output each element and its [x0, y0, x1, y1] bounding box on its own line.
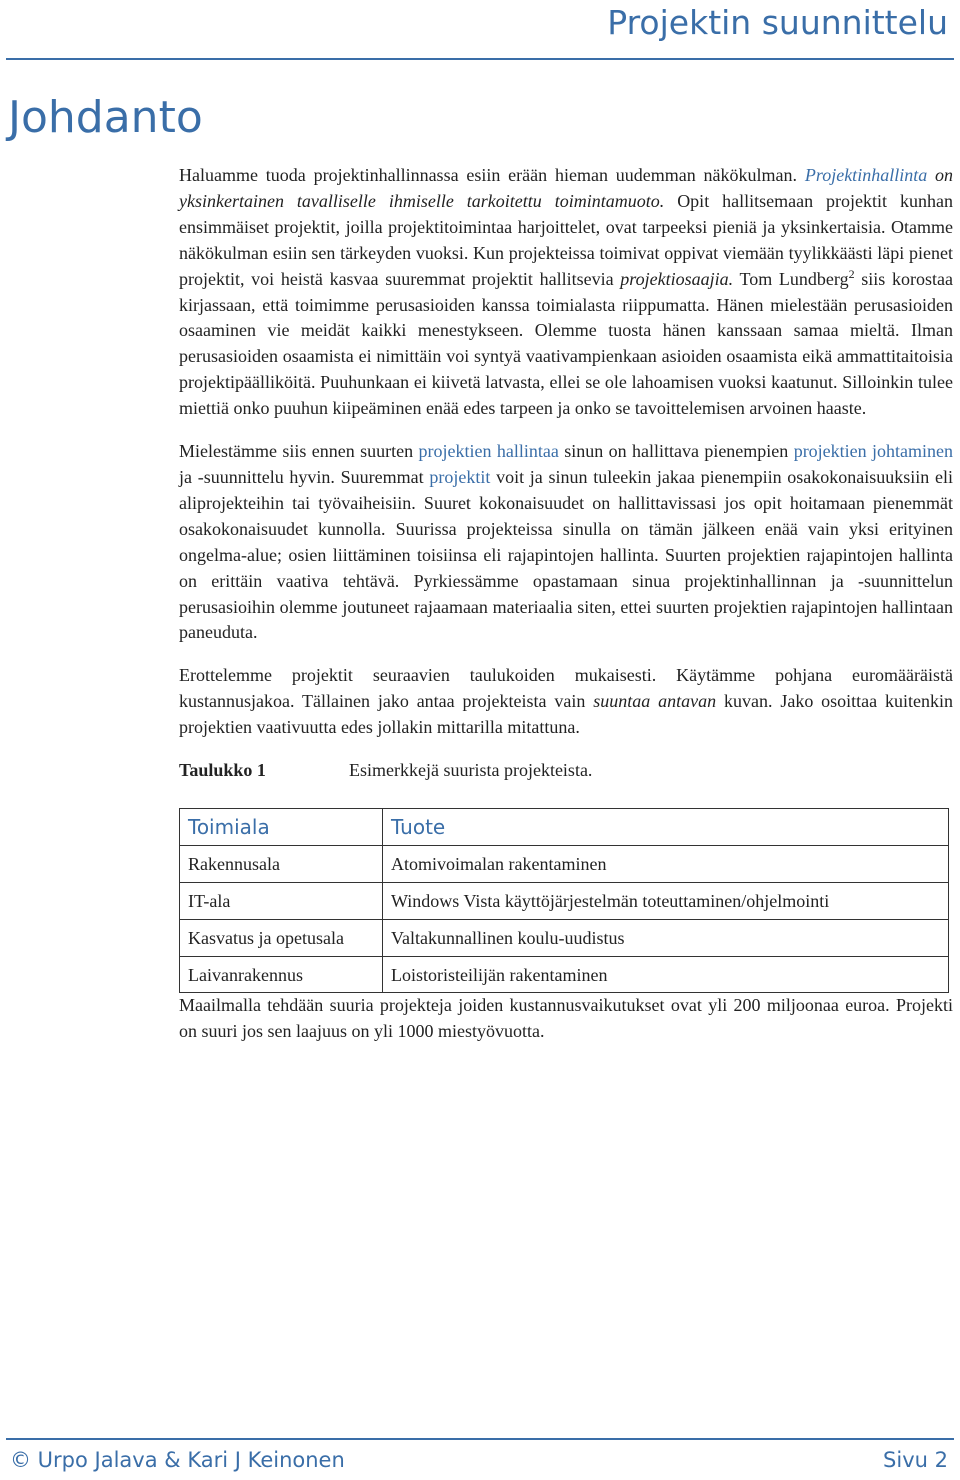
footer-rule — [6, 1438, 954, 1440]
table-caption-text: Esimerkkejä suurista projekteista. — [349, 760, 593, 781]
p2-text-b: sinun on hallittava pienempien — [564, 441, 789, 462]
table-caption — [179, 758, 953, 784]
table-row — [180, 956, 949, 993]
table-cell-industry: Laivanrakennus — [180, 956, 383, 993]
third-paragraph — [179, 663, 953, 741]
p1-text-c: Opit hallitsemaan projektit kunhan ensimmäiset projektit, joilla projektitoimintaa harjoittelet, ovat tarpeeksi pieniä ja yksinkertaisia. Otamme näkökulman esiin sen tärkeyden vuoksi. Kun projekteissa toimivat oppivat viemään tyylikkäästi läpi pienet projektit, voi heistä kasvaa suuremmat projektit hallitsevia — [179, 190, 953, 289]
intro-paragraph — [179, 163, 953, 422]
table-header-tuote: Tuote — [383, 808, 949, 845]
chapter-title: Johdanto — [8, 92, 203, 143]
header-rule — [6, 58, 954, 60]
table-cell-industry: Kasvatus ja opetusala — [180, 919, 383, 956]
table-cell-product: Atomivoimalan rakentaminen — [383, 845, 949, 882]
closing-paragraph: Maailmalla tehdään suuria projekteja joiden kustannusvaikutukset ovat yli 200 miljoonaa euroa. Projekti on suuri jos sen laajuus on yli 1000 miestyövuotta. — [179, 995, 953, 1042]
copyright-notice: © Urpo Jalava & Kari J Keinonen — [10, 1448, 345, 1472]
table-cell-product: Windows Vista käyttöjärjestelmän toteuttaminen/ohjelmointi — [383, 882, 949, 919]
table-cell-product: Valtakunnallinen koulu-uudistus — [383, 919, 949, 956]
p1-text-d: projektiosaajia. — [620, 268, 734, 289]
running-title: Projektin suunnittelu — [607, 3, 948, 42]
table-caption-number: Taulukko 1 — [179, 760, 266, 781]
examples-table — [179, 808, 949, 994]
table-cell-industry: IT-ala — [180, 882, 383, 919]
projektit-link[interactable]: projektit — [429, 466, 491, 487]
second-paragraph — [179, 439, 953, 646]
p3-text-italic: suuntaa antavan — [593, 691, 717, 712]
p3-text-b: kuvan. Jako osoittaa kuitenkin projektien vaativuutta edes jollakin mittarilla mitattuna. — [179, 691, 954, 738]
table-row — [180, 845, 949, 882]
p1-text-b: on yksinkertainen tavalliselle ihmiselle tarkoitettu toimintamuoto. — [179, 165, 954, 211]
table-cell-product: Loistoristeilijän rakentaminen — [383, 956, 949, 993]
table-row — [180, 919, 949, 956]
projektinhallinta-link[interactable]: Projektinhallinta — [804, 165, 928, 185]
page-number: Sivu 2 — [883, 1448, 948, 1472]
p1-text-e: Tom Lundberg — [739, 268, 849, 289]
table-cell-industry: Rakennusala — [180, 845, 383, 882]
table-header-toimiala: Toimiala — [180, 808, 383, 845]
projektien-hallintaa-link[interactable]: projektien hallintaa — [418, 441, 559, 462]
table-row — [180, 882, 949, 919]
p2-text-a: Mielestämme siis ennen suurten — [179, 441, 414, 462]
table-header-row — [180, 808, 949, 845]
p2-text-d: voit ja sinun tuleekin jakaa pienempiin osakokonaisuuksiin eli aliprojekteihin tai työvaiheisiin. Suuret kokonaisuudet on hallittavissasi jos opit hoitamaan pienemmät osakokonaisuudet kunnolla. Suurissa projekteissa sinulla on tämän jälkeen enää vain yksi erityinen ongelma-alue; osien liittäminen toisiinsa eli rajapintojen hallinta. Suurten projektien rajapintojen hallinta on erittäin vaativa tehtävä. Pyrkiessämme opastamaan sinua projektinhallinnan ja -suunnittelun perusasioihin olemme joutuneet rajaamaan materiaalia siten, ettei suurten projektien rajapintojen hallintaan paneuduta. — [179, 466, 953, 643]
body-text — [179, 163, 953, 1062]
projektien-johtaminen-link[interactable]: projektien johtaminen — [793, 441, 954, 462]
page-header — [0, 0, 960, 62]
p1-text-a: Haluamme tuoda projektinhallinnassa esiin erään hieman uudemman näkökulman. — [179, 165, 798, 185]
p3-text-a: Erottelemme projektit seuraavien taulukoiden mukaisesti. Käytämme pohjana euromääräistä kustannusjakoa. Tällainen jako antaa projekteista vain — [179, 665, 953, 712]
p1-text-f: siis korostaa kirjassaan, että toimimme perusasioiden kanssa toimialasta riippumatta. Hänen mielestään perusasioiden osaaminen vie meidät kaikki menestykseen. Olemme tuosta hänen kanssaan samaa mieltä. Ilman perusasioiden osaamista ei nimittäin voi syntyä vaativampienkaan asioiden osaamista eikä ammattitaitoisia projektipäälliköitä. Puuhunkaan ei kiivetä latvasta, ellei se ole lahoamisen vuoksi kaatunut. Silloinkin tulee miettiä onko puuhun kiipeäminen enää edes tarpeen ja onko se tavoittelemisen arvoinen haaste. — [179, 268, 953, 419]
footnote-marker[interactable]: 2 — [848, 266, 855, 281]
page-footer — [0, 1438, 960, 1480]
p2-text-c: ja -suunnittelu hyvin. Suuremmat — [179, 466, 424, 487]
